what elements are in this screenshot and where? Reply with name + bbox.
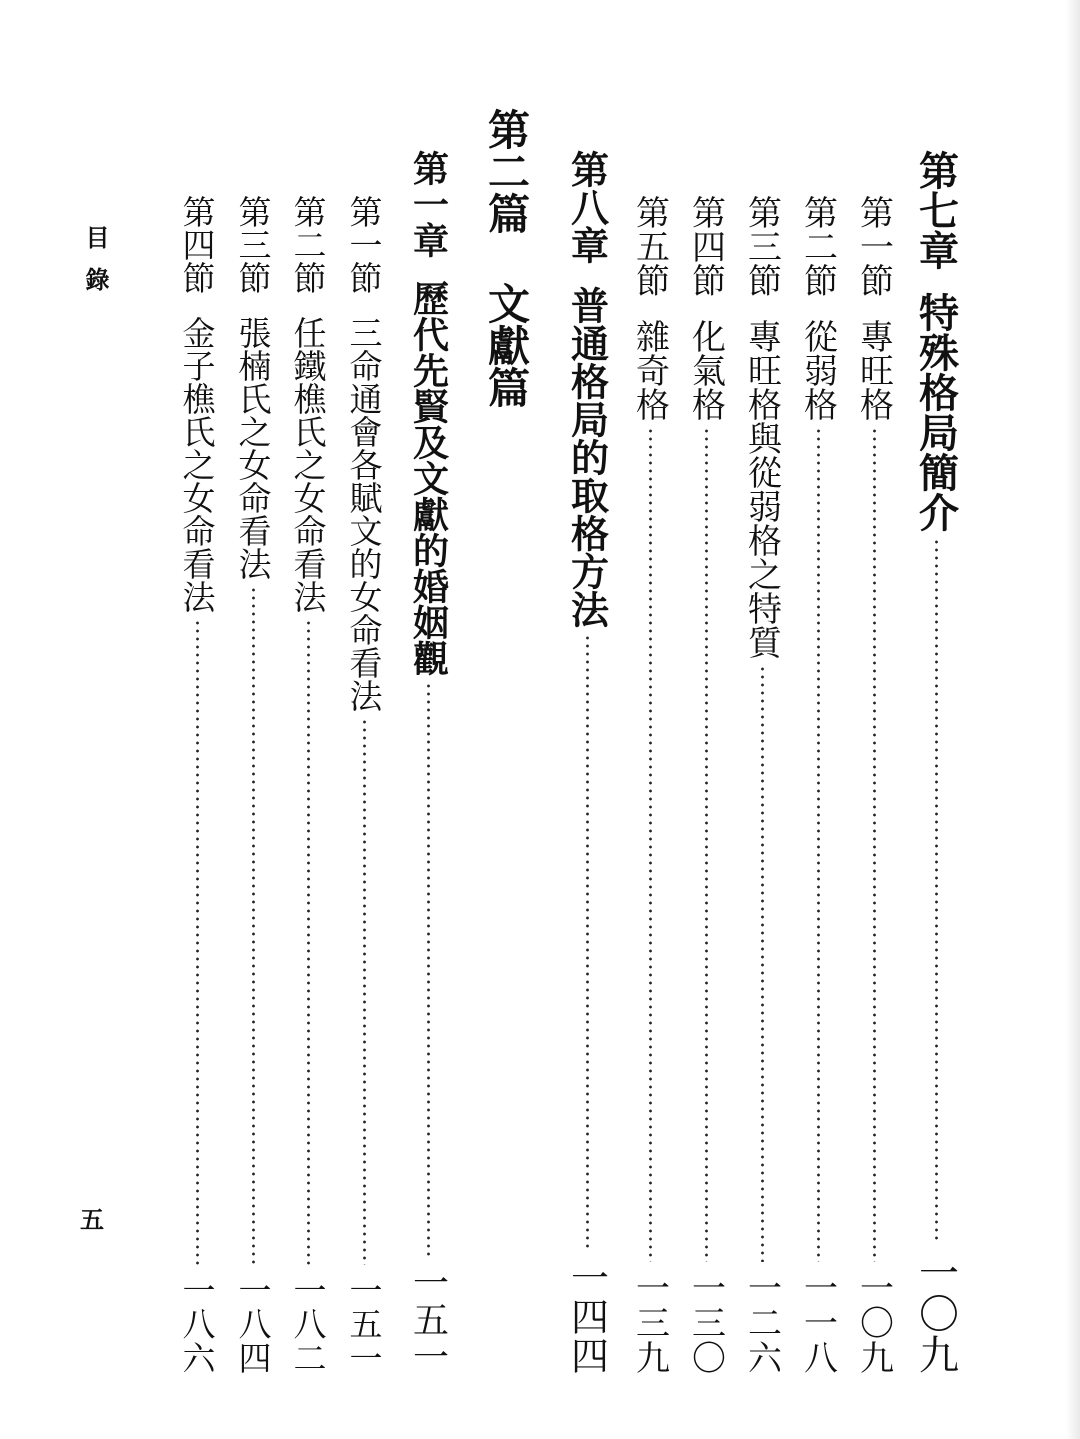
dot-leader: [586, 634, 589, 1250]
toc-entry-chapter-8: [562, 0, 612, 1439]
entry-title: 特殊格局簡介: [912, 292, 959, 532]
entry-label: 第三節: [233, 195, 273, 294]
dot-leader: [649, 427, 652, 1262]
entry-page-number: 一一八: [797, 1270, 838, 1375]
entry-label: 第一節: [853, 195, 894, 297]
entry-page-number: 一四四: [564, 1258, 609, 1375]
entry-label: 第三節: [741, 195, 782, 297]
dot-leader: [427, 682, 430, 1256]
toc-entry-section-2: [796, 0, 840, 1439]
entry-page-number: 一〇九: [853, 1270, 894, 1375]
entry-page-number: 一五一: [344, 1273, 384, 1375]
entry-title: 任鐵樵氏之女命看法: [288, 316, 328, 613]
toc-entry-chapter-1: [404, 0, 452, 1439]
entry-label: 第七章: [912, 150, 959, 270]
entry-page-number: 一五一: [407, 1264, 449, 1375]
dot-leader: [935, 538, 938, 1244]
entry-label: 第一節: [344, 195, 384, 294]
entry-label: 第八章: [564, 150, 609, 264]
entry-title: 化氣格: [685, 319, 726, 421]
entry-title: 文獻篇: [482, 282, 531, 408]
dot-leader: [196, 619, 199, 1265]
entry-title: 雜奇格: [629, 319, 670, 421]
entry-label: 第四節: [685, 195, 726, 297]
dot-leader: [307, 619, 310, 1265]
toc-entry-section-4b: [175, 0, 219, 1439]
toc-entry-section-3: [740, 0, 784, 1439]
entry-title: 張楠氏之女命看法: [233, 316, 273, 580]
dot-leader: [252, 586, 255, 1265]
entry-page-number: 一三九: [629, 1270, 670, 1375]
toc-entry-section-1b: [342, 0, 386, 1439]
entry-title: 從弱格: [797, 319, 838, 421]
entry-title: 歷代先賢及文獻的婚姻觀: [407, 280, 449, 676]
folio-page-number: 五: [80, 1206, 104, 1234]
entry-title: 專旺格與從弱格之特質: [741, 319, 782, 659]
dot-leader: [705, 427, 708, 1262]
entry-title: 金子樵氏之女命看法: [177, 316, 217, 613]
dot-leader: [761, 665, 764, 1262]
toc-entry-section-5: [628, 0, 672, 1439]
dot-leader: [817, 427, 820, 1262]
toc-entry-part-2: [478, 0, 534, 1439]
entry-label: 第五節: [629, 195, 670, 297]
entry-page-number: 一二六: [741, 1270, 782, 1375]
entry-page-number: 一八二: [288, 1273, 328, 1375]
toc-entry-chapter-7: [910, 0, 962, 1439]
entry-label: 第四節: [177, 195, 217, 294]
entry-page-number: 一〇九: [912, 1252, 959, 1375]
running-header-title: 目錄: [81, 225, 109, 309]
page-edge-shadow: [1066, 0, 1080, 1439]
toc-entry-section-4: [684, 0, 728, 1439]
entry-title: 專旺格: [853, 319, 894, 421]
entry-title: 三命通會各賦文的女命看法: [344, 316, 384, 712]
entry-label: 第二篇: [482, 108, 531, 234]
toc-entry-section-1: [852, 0, 896, 1439]
toc-entry-section-3b: [231, 0, 275, 1439]
entry-label: 第一章: [407, 150, 449, 258]
dot-leader: [363, 718, 366, 1265]
entry-label: 第二節: [797, 195, 838, 297]
dot-leader: [873, 427, 876, 1262]
entry-page-number: 一八六: [177, 1273, 217, 1375]
entry-title: 普通格局的取格方法: [564, 286, 609, 628]
entry-page-number: 一八四: [233, 1273, 273, 1375]
entry-page-number: 一三〇: [685, 1270, 726, 1375]
entry-label: 第二節: [288, 195, 328, 294]
toc-entry-section-2b: [286, 0, 330, 1439]
